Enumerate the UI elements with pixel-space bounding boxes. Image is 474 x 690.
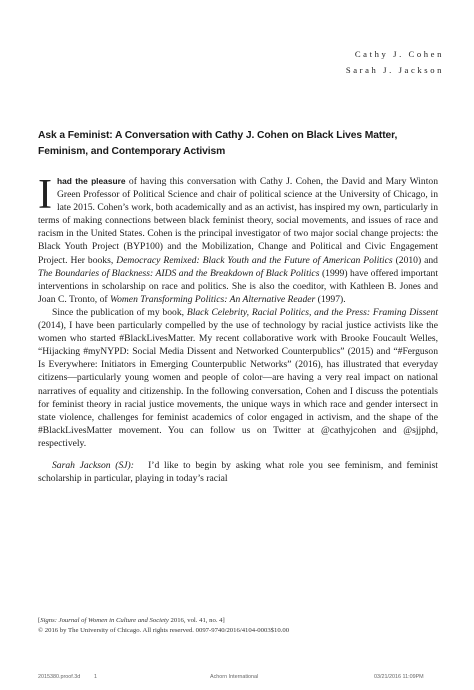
- author-name: Sarah J. Jackson: [345, 65, 444, 75]
- proof-page-number: 1: [94, 674, 97, 680]
- article-title: Ask a Feminist: A Conversation with Cathy J. Cohen on Black Lives Matter, Feminism, and Contemporary Activism: [38, 130, 398, 157]
- citation-footnote: [38, 616, 448, 635]
- book-title: Black Celebrity, Racial Politics, and the Press: Framing Dissent: [186, 306, 438, 318]
- speaker-label: Sarah Jackson (SJ):: [52, 459, 134, 471]
- proof-filename: 2015380.proof.3d: [38, 674, 81, 680]
- citation-line: [Signs: Journal of Women in Culture and Society 2016, vol. 41, no. 4]: [38, 617, 225, 624]
- copyright-line: © 2016 by The University of Chicago. All rights reserved. 0097-9740/2016/4104-0003$10.00: [38, 626, 290, 634]
- question-text: I’d like to begin by asking what role you see feminism, and feminist scholarship in particular, playing in today’s racial: [38, 459, 438, 485]
- proof-timestamp: 03/21/2016 11:09PM: [374, 674, 424, 680]
- paragraph-text: (1999) have offered important interventions in scholarship on race and politics. She is also the coeditor, with Kathleen B. Jones and Joan C. Tronto, of: [38, 267, 438, 305]
- lead-in: had the pleasure: [57, 176, 126, 186]
- author-name: Cathy J. Cohen: [354, 49, 444, 59]
- book-title: Democracy Remixed: Black Youth and the Future of American Politics: [116, 254, 393, 266]
- paragraph-text: (2010) and: [392, 254, 438, 266]
- interview-question: [38, 459, 438, 485]
- drop-cap: I: [38, 172, 52, 218]
- journal-name: Signs: Journal of Women in Culture and Society: [40, 617, 169, 624]
- typesetter-name: Achorn International: [210, 674, 259, 680]
- second-paragraph: [38, 306, 438, 450]
- paragraph-text: (1997).: [315, 293, 346, 305]
- author-block: [346, 46, 444, 78]
- paragraph-text: (2014), I have been particularly compelled by the use of technology by racial justice activists like the women who started #BlackLivesMatter. My recent collaborative work with Brooke Foucault Welles, “Hijacking #myNYPD: Social Media Dissent and Networked Counterpublics” (2015) and “#Ferguson Is Everywhere: Initiators in Emerging Counterpublic Networks” (2016), has illustrated that everyday citizens—particularly young women and people of color—are having a very real impact on national narratives of equality and citizenship. In the following conversation, Cohen and I discuss the potentials for feminist theory in racial justice movements, the unique ways in which race and gender intersect in state violence, challenges for feminist academics of color engaged in activism, and the shape of the #BlackLivesMatter movement. You can follow us on Twitter at @cathyjcohen and @sjjphd, respectively.: [38, 320, 438, 449]
- book-title: The Boundaries of Blackness: AIDS and the Breakdown of Black Politics: [38, 267, 320, 279]
- paragraph-text: Since the publication of my book,: [52, 306, 187, 318]
- book-title: Women Transforming Politics: An Alternative Reader: [109, 293, 316, 305]
- article-body: [38, 172, 438, 485]
- intro-paragraph: [38, 172, 438, 306]
- paragraph-text: of having this conversation with Cathy J. Cohen, the David and Mary Winton Green Professor of Political Science and chair of political science at the University of Chicago, in late 2015. Cohen’s work, both academically and as an activist, has inspired my own, particularly in terms of making connections between black feminist theory, social movements, and issues of race and racism in the United States. Cohen is the principal investigator of two major social change projects: the Black Youth Project (BYP100) and the Mobilization, Change and Political and Civic Engagement Project. Her books,: [38, 176, 438, 266]
- citation-details: 2016, vol. 41, no. 4]: [168, 617, 225, 624]
